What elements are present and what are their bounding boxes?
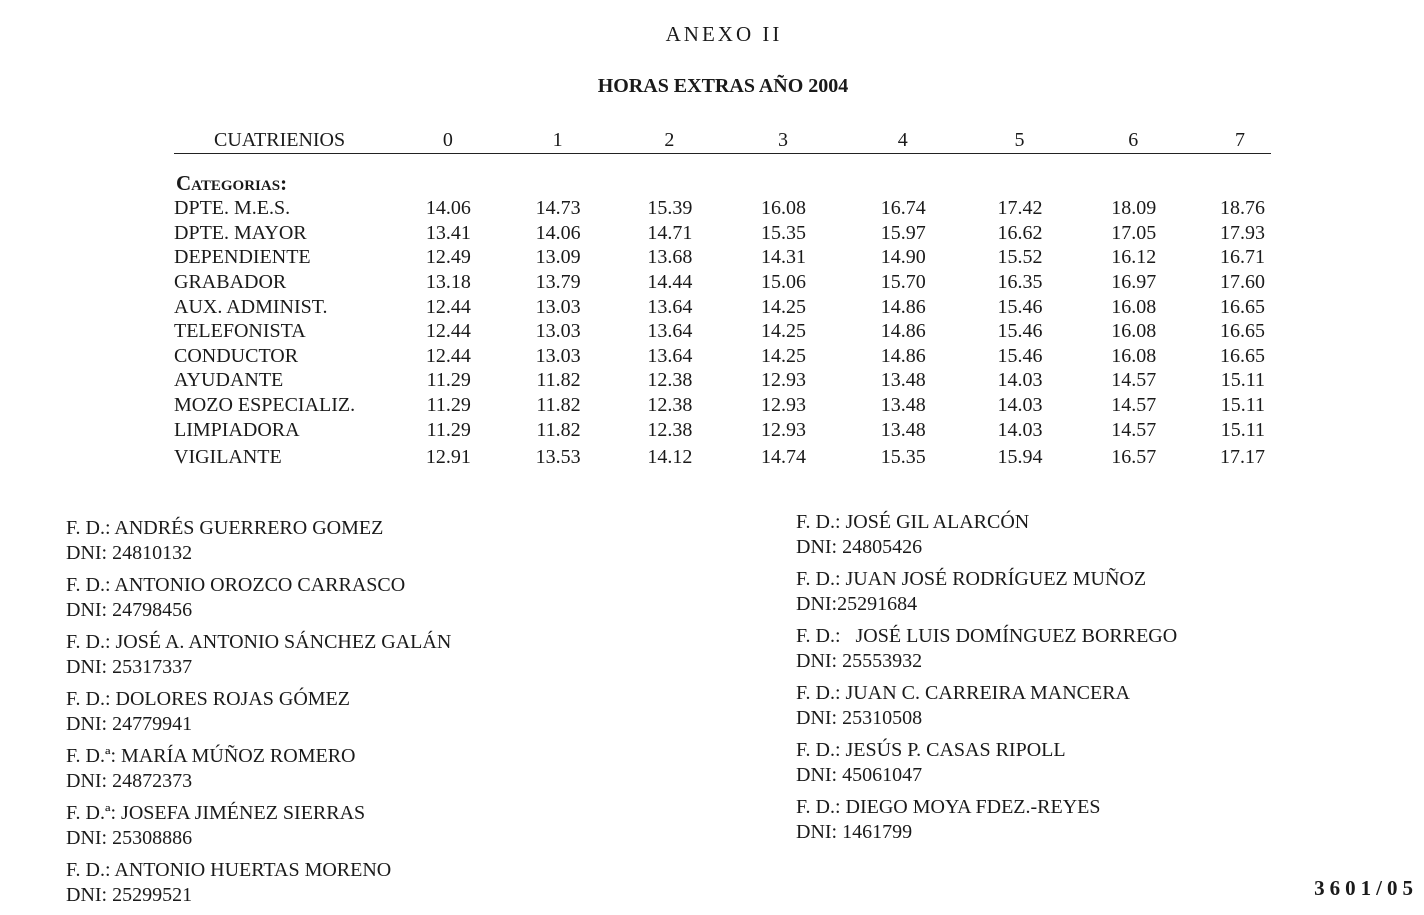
signatory-dni: DNI: 25317337 (66, 656, 193, 678)
rate-cell: 12.93 (761, 418, 807, 441)
column-header-3: 3 (699, 126, 813, 154)
rate-cell: 11.29 (426, 394, 471, 417)
signatory (66, 744, 451, 794)
rate-cell: 11.82 (536, 418, 581, 441)
rate-cell: 16.71 (1220, 246, 1265, 269)
signatory (796, 738, 1177, 788)
signatory (796, 624, 1177, 674)
rate-cell: 14.25 (761, 320, 807, 343)
signatory (796, 795, 1177, 845)
signatory-dni: DNI: 45061047 (796, 764, 923, 786)
rate-cell: 16.08 (1111, 344, 1157, 367)
category-label: AUX. ADMINIST. (174, 295, 328, 318)
document-title: HORAS EXTRAS AÑO 2004 (597, 75, 849, 97)
rate-cell: 15.35 (761, 221, 807, 244)
rate-cell: 18.09 (1111, 197, 1157, 220)
rate-cell: 16.08 (1111, 295, 1157, 318)
rate-cell: 14.86 (880, 320, 926, 343)
signatory (796, 510, 1177, 560)
table-row (174, 245, 1271, 270)
column-header-2: 2 (588, 126, 700, 154)
rate-cell: 17.05 (1111, 221, 1157, 244)
rate-cell: 17.17 (1220, 445, 1265, 468)
rate-cell: 13.48 (880, 369, 926, 392)
column-header-0: 0 (403, 126, 477, 154)
rate-cell: 14.74 (761, 445, 807, 468)
rate-cell: 14.31 (761, 246, 807, 269)
page-code: 3601/05 (1314, 876, 1418, 900)
overtime-rates-table (174, 126, 1271, 472)
rate-cell: 14.86 (880, 295, 926, 318)
rate-cell: 14.71 (647, 221, 693, 244)
rate-cell: 14.12 (647, 445, 693, 468)
signatory-name: F. D.: ANDRÉS GUERRERO GOMEZ (66, 517, 384, 539)
rate-cell: 15.11 (1220, 418, 1265, 441)
signatory-dni: DNI: 24810132 (66, 542, 193, 564)
signatory-dni: DNI: 24872373 (66, 770, 193, 792)
signatory-name: F. D.: JOSÉ GIL ALARCÓN (796, 511, 1030, 533)
signatory (796, 681, 1177, 731)
rate-cell: 15.11 (1220, 394, 1265, 417)
rate-cell: 14.03 (997, 418, 1043, 441)
rate-cell: 14.57 (1111, 418, 1157, 441)
signatory-name: F. D.: DOLORES ROJAS GÓMEZ (66, 688, 350, 710)
rate-cell: 12.93 (761, 369, 807, 392)
rate-cell: 14.25 (761, 344, 807, 367)
rate-cell: 14.57 (1111, 369, 1157, 392)
table-row (174, 442, 1271, 472)
rate-cell: 14.86 (880, 344, 926, 367)
table-row (174, 196, 1271, 221)
rate-cell: 14.06 (535, 221, 581, 244)
table-row (174, 417, 1271, 442)
rate-cell: 13.18 (425, 271, 471, 294)
corner-label: CUATRIENIOS (174, 126, 403, 154)
signatory-name: F. D.: ANTONIO HUERTAS MORENO (66, 859, 392, 881)
rate-cell: 14.90 (880, 246, 926, 269)
rate-cell: 16.97 (1111, 271, 1157, 294)
column-header-1: 1 (478, 126, 588, 154)
signatory (796, 567, 1177, 617)
table-row (174, 319, 1271, 344)
rate-cell: 12.44 (425, 320, 471, 343)
signatory-dni: DNI: 24779941 (66, 713, 193, 735)
table-row (174, 270, 1271, 295)
rate-cell: 15.06 (761, 271, 807, 294)
rate-cell: 13.64 (647, 320, 693, 343)
rate-cell: 11.82 (536, 394, 581, 417)
rate-cell: 13.79 (535, 271, 581, 294)
rate-cell: 14.44 (647, 271, 693, 294)
signatory (66, 516, 451, 566)
signatory-name: F. D.: JUAN JOSÉ RODRÍGUEZ MUÑOZ (796, 568, 1147, 590)
signatories-left-column (66, 516, 451, 915)
category-label: DEPENDIENTE (174, 246, 311, 269)
rate-cell: 16.65 (1220, 320, 1265, 343)
signatory-name: F. D.: DIEGO MOYA FDEZ.-REYES (796, 796, 1101, 818)
signatory-name: F. D.: JUAN C. CARREIRA MANCERA (796, 682, 1131, 704)
table-row (174, 368, 1271, 393)
category-label: TELEFONISTA (174, 320, 306, 343)
signatory-dni: DNI: 25553932 (796, 650, 923, 672)
column-header-4: 4 (813, 126, 933, 154)
rate-cell: 15.39 (647, 197, 693, 220)
category-heading: Categorias: (176, 171, 288, 195)
rate-cell: 12.44 (425, 295, 471, 318)
rate-cell: 16.62 (997, 221, 1043, 244)
signatory (66, 858, 451, 908)
rate-cell: 15.94 (997, 445, 1043, 468)
rate-cell: 15.35 (880, 445, 926, 468)
rate-cell: 11.29 (426, 369, 471, 392)
rate-cell: 13.53 (535, 445, 581, 468)
table-row (174, 221, 1271, 246)
rate-cell: 13.48 (880, 394, 926, 417)
signatory-dni: DNI: 25299521 (66, 884, 193, 906)
rate-cell: 15.46 (997, 295, 1043, 318)
category-label: GRABADOR (174, 271, 287, 294)
annex-title: ANEXO II (665, 22, 783, 46)
table-row (174, 393, 1271, 418)
rate-cell: 12.49 (425, 246, 471, 269)
signatory (66, 801, 451, 851)
rate-cell: 16.35 (997, 271, 1043, 294)
signatory-dni: DNI: 24798456 (66, 599, 193, 621)
rate-cell: 15.52 (997, 246, 1043, 269)
rate-cell: 14.57 (1111, 394, 1157, 417)
category-label: AYUDANTE (174, 369, 284, 392)
rate-cell: 14.06 (425, 197, 471, 220)
rate-cell: 12.93 (761, 394, 807, 417)
signatory-name: F. D.: JESÚS P. CASAS RIPOLL (796, 739, 1066, 761)
rate-cell: 16.57 (1111, 445, 1157, 468)
rate-cell: 12.38 (647, 369, 693, 392)
signatory (66, 630, 451, 680)
rates-table (174, 126, 1271, 472)
column-header-5: 5 (933, 126, 1050, 154)
category-label: VIGILANTE (174, 445, 282, 468)
rate-cell: 14.03 (997, 369, 1043, 392)
rate-cell: 13.03 (535, 295, 581, 318)
signatory-dni: DNI: 24805426 (796, 536, 923, 558)
signatory-name: F. D.ª: MARÍA MÚÑOZ ROMERO (66, 745, 356, 767)
category-label: DPTE. MAYOR (174, 221, 307, 244)
signatory-dni: DNI: 25308886 (66, 827, 193, 849)
rate-cell: 15.46 (997, 320, 1043, 343)
table-header-row (174, 126, 1271, 154)
signatory-name: F. D.ª: JOSEFA JIMÉNEZ SIERRAS (66, 802, 366, 824)
rate-cell: 12.38 (647, 418, 693, 441)
rate-cell: 12.91 (425, 445, 471, 468)
signatory-name: F. D.: ANTONIO OROZCO CARRASCO (66, 574, 406, 596)
rate-cell: 15.46 (997, 344, 1043, 367)
category-label: MOZO ESPECIALIZ. (174, 394, 356, 417)
rate-cell: 16.08 (761, 197, 807, 220)
table-row (174, 344, 1271, 369)
rate-cell: 12.38 (647, 394, 693, 417)
rate-cell: 13.41 (425, 221, 471, 244)
rate-cell: 15.11 (1220, 369, 1265, 392)
rate-cell: 14.25 (761, 295, 807, 318)
signatory-name: F. D.: JOSÉ LUIS DOMÍNGUEZ BORREGO (796, 625, 1178, 647)
rate-cell: 12.44 (425, 344, 471, 367)
rate-cell: 11.82 (536, 369, 581, 392)
column-header-6: 6 (1050, 126, 1164, 154)
rate-cell: 13.03 (535, 344, 581, 367)
rate-cell: 16.65 (1220, 295, 1265, 318)
rate-cell: 14.03 (997, 394, 1043, 417)
rate-cell: 15.70 (880, 271, 926, 294)
signatory (66, 573, 451, 623)
rate-cell: 14.73 (535, 197, 581, 220)
rate-cell: 13.64 (647, 295, 693, 318)
rate-cell: 13.48 (880, 418, 926, 441)
signatory (66, 687, 451, 737)
rate-cell: 16.74 (880, 197, 926, 220)
rate-cell: 17.42 (997, 197, 1043, 220)
rate-cell: 13.64 (647, 344, 693, 367)
rate-cell: 15.97 (880, 221, 926, 244)
rate-cell: 16.08 (1111, 320, 1157, 343)
rate-cell: 13.68 (647, 246, 693, 269)
signatory-dni: DNI: 1461799 (796, 821, 913, 843)
rate-cell: 13.03 (535, 320, 581, 343)
rate-cell: 18.76 (1220, 197, 1265, 220)
category-label: LIMPIADORA (174, 418, 300, 441)
signatory-dni: DNI:25291684 (796, 593, 918, 615)
signatory-name: F. D.: JOSÉ A. ANTONIO SÁNCHEZ GALÁN (66, 631, 452, 653)
category-label: DPTE. M.E.S. (174, 197, 291, 220)
signatories-right-column (796, 510, 1177, 852)
signatory-dni: DNI: 25310508 (796, 707, 923, 729)
rate-cell: 17.93 (1220, 221, 1265, 244)
category-heading-row (174, 170, 1271, 196)
column-header-7: 7 (1163, 126, 1271, 154)
table-row (174, 294, 1271, 319)
table-body (174, 154, 1271, 472)
rate-cell: 17.60 (1220, 271, 1265, 294)
category-label: CONDUCTOR (174, 344, 299, 367)
rate-cell: 11.29 (426, 418, 471, 441)
table-spacer (174, 154, 1271, 171)
rate-cell: 16.65 (1220, 344, 1265, 367)
rate-cell: 13.09 (535, 246, 581, 269)
rate-cell: 16.12 (1111, 246, 1157, 269)
